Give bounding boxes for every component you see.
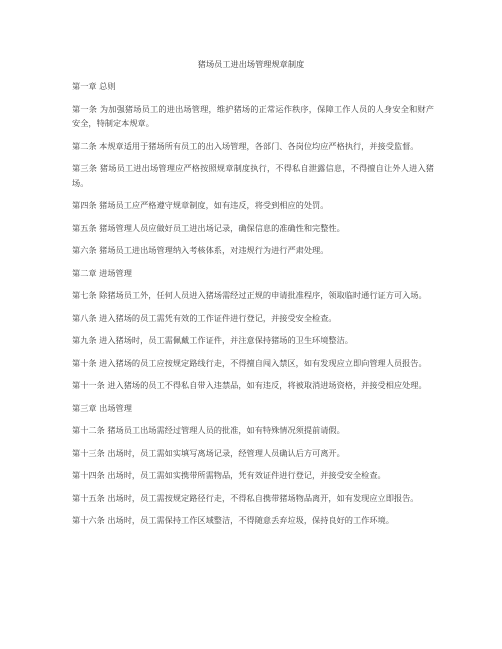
article-paragraph: 第七条 除猪场员工外，任何人员进入猪场需经过正规的申请批准程序，领取临时通行证方可入场。 — [72, 290, 427, 300]
article-paragraph: 第十二条 猪场员工出场需经过管理人员的批准，如有特殊情况须提前请假。 — [72, 425, 345, 435]
article-paragraph: 第四条 猪场员工应严格遵守规章制度，如有违反，将受到相应的处罚。 — [72, 200, 329, 210]
article-paragraph: 第二条 本规章适用于猪场所有员工的出入场管理，各部门、各岗位均应严格执行，并接受监督。 — [72, 140, 419, 151]
article-paragraph: 第十六条 出场时，员工需保持工作区域整洁，不得随意丢弃垃圾，保持良好的工作环境。 — [72, 515, 394, 525]
article-paragraph: 第八条 进入猪场的员工需凭有效的工作证件进行登记，并接受安全检查。 — [72, 312, 337, 323]
article-paragraph: 第三条 猪场员工进出场管理应严格按照规章制度执行，不得私自泄露信息，不得擅自让外人进入猪场。 — [72, 163, 434, 188]
article-paragraph: 第九条 进入猪场时，员工需佩戴工作证件，并注意保持猪场的卫生环境整洁。 — [72, 335, 353, 345]
document-body — [72, 79, 434, 536]
article-paragraph: 第十三条 出场时，员工需如实填写离场记录，经管理人员确认后方可离开。 — [72, 447, 345, 458]
article-paragraph: 第十条 进入猪场的员工应按规定路线行走，不得擅自闯入禁区，如有发现应立即向管理人员报告。 — [72, 357, 427, 368]
article-paragraph: 第六条 猪场员工进出场管理纳入考核体系，对违规行为进行严肃处理。 — [72, 245, 329, 255]
article-paragraph: 第十一条 进入猪场的员工不得私自带入违禁品，如有违反，将被取消进场资格，并接受相应处理。 — [72, 380, 427, 390]
document-title: 猪场员工进出场管理规章制度 — [197, 59, 305, 69]
chapter-heading: 第一章 总则 — [72, 81, 116, 91]
chapter-heading: 第三章 出场管理 — [72, 402, 132, 413]
chapter-heading: 第二章 进场管理 — [72, 267, 132, 278]
article-paragraph: 第一条 为加强猪场员工的进出场管理，维护猪场的正常运作秩序，保障工作人员的人身安全和财产安全，特制定本规章。 — [72, 103, 434, 128]
article-paragraph: 第十五条 出场时，员工需按规定路径行走，不得私自携带猪场物品离开，如有发现应立即报告。 — [72, 492, 419, 503]
article-paragraph: 第十四条 出场时，员工需如实携带所需物品，凭有效证件进行登记，并接受安全检查。 — [72, 470, 386, 480]
article-paragraph: 第五条 猪场管理人员应做好员工进出场记录，确保信息的准确性和完整性。 — [72, 222, 345, 233]
